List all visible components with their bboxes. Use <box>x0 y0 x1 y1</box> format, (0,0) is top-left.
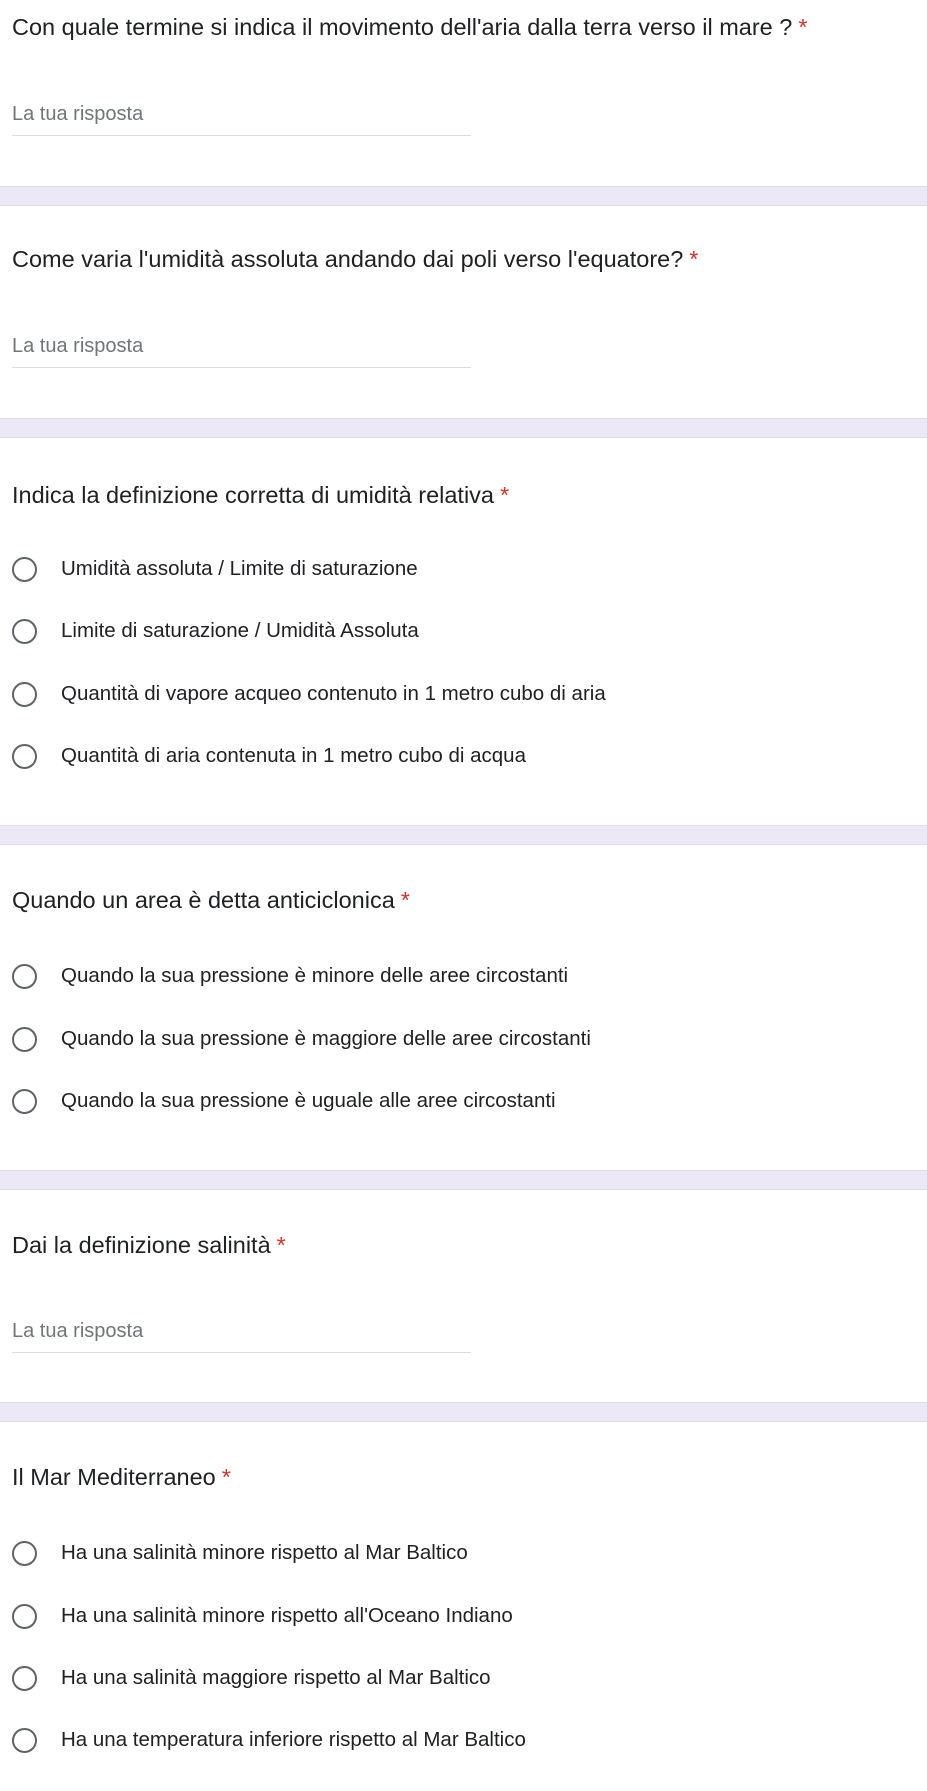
question-card-2 <box>0 206 927 418</box>
radio-unchecked-icon[interactable] <box>12 1541 37 1566</box>
radio-unchecked-icon[interactable] <box>12 1027 37 1052</box>
question-card-1 <box>0 0 927 186</box>
question-separator <box>0 1170 927 1190</box>
question-separator <box>0 186 927 206</box>
radio-option[interactable] <box>12 1723 526 1757</box>
question-separator <box>0 825 927 845</box>
radio-option[interactable] <box>12 1599 513 1633</box>
radio-unchecked-icon[interactable] <box>12 964 37 989</box>
radio-option[interactable] <box>12 1084 556 1118</box>
radio-unchecked-icon[interactable] <box>12 1728 37 1753</box>
option-label: Quantità di aria contenuta in 1 metro cubo di acqua <box>61 744 526 767</box>
option-label: Quando la sua pressione è maggiore delle aree circostanti <box>61 1027 591 1050</box>
short-answer-input[interactable] <box>12 1312 471 1353</box>
radio-unchecked-icon[interactable] <box>12 557 37 582</box>
option-label: Umidità assoluta / Limite di saturazione <box>61 557 418 580</box>
required-marker: * <box>276 1232 286 1258</box>
radio-option[interactable] <box>12 552 418 586</box>
question-separator <box>0 418 927 438</box>
question-card-6 <box>0 1422 927 1791</box>
question-text: Con quale termine si indica il movimento dell'aria dalla terra verso il mare ? <box>12 14 793 40</box>
radio-option[interactable] <box>12 959 568 993</box>
required-marker: * <box>500 482 510 508</box>
option-label: Limite di saturazione / Umidità Assoluta <box>61 619 419 642</box>
answer-placeholder: La tua risposta <box>12 1320 144 1342</box>
radio-unchecked-icon[interactable] <box>12 1089 37 1114</box>
radio-unchecked-icon[interactable] <box>12 1604 37 1629</box>
required-marker: * <box>221 1464 231 1490</box>
answer-placeholder: La tua risposta <box>12 335 144 357</box>
question-separator <box>0 1402 927 1422</box>
radio-unchecked-icon[interactable] <box>12 1666 37 1691</box>
option-label: Quando la sua pressione è uguale alle aree circostanti <box>61 1089 556 1112</box>
option-label: Ha una salinità maggiore rispetto al Mar Baltico <box>61 1666 491 1689</box>
short-answer-input[interactable] <box>12 327 471 368</box>
question-text: Dai la definizione salinità <box>12 1232 271 1258</box>
radio-unchecked-icon[interactable] <box>12 744 37 769</box>
question-text: Come varia l'umidità assoluta andando dai poli verso l'equatore? <box>12 246 684 272</box>
question-title <box>12 1232 286 1259</box>
radio-option[interactable] <box>12 739 526 773</box>
question-title <box>12 246 698 273</box>
question-text: Quando un area è detta anticiclonica <box>12 887 395 913</box>
radio-unchecked-icon[interactable] <box>12 619 37 644</box>
option-label: Quando la sua pressione è minore delle aree circostanti <box>61 964 569 987</box>
question-title <box>12 887 410 914</box>
required-marker: * <box>689 246 699 272</box>
question-title <box>12 482 509 509</box>
radio-option[interactable] <box>12 1022 591 1056</box>
option-label: Quantità di vapore acqueo contenuto in 1 metro cubo di aria <box>61 682 606 705</box>
question-text: Il Mar Mediterraneo <box>12 1464 216 1490</box>
answer-placeholder: La tua risposta <box>12 103 144 125</box>
question-card-5 <box>0 1190 927 1402</box>
question-title <box>12 1464 231 1491</box>
radio-option[interactable] <box>12 614 419 648</box>
radio-option[interactable] <box>12 677 606 711</box>
question-card-3 <box>0 438 927 825</box>
question-card-4 <box>0 845 927 1170</box>
question-text: Indica la definizione corretta di umidità relativa <box>12 482 495 508</box>
radio-option[interactable] <box>12 1536 468 1570</box>
short-answer-input[interactable] <box>12 95 471 136</box>
option-label: Ha una salinità minore rispetto al Mar Baltico <box>61 1541 468 1564</box>
radio-unchecked-icon[interactable] <box>12 682 37 707</box>
required-marker: * <box>798 14 808 40</box>
option-label: Ha una temperatura inferiore rispetto al Mar Baltico <box>61 1728 526 1751</box>
question-title <box>12 14 808 41</box>
option-label: Ha una salinità minore rispetto all'Oceano Indiano <box>61 1604 513 1627</box>
required-marker: * <box>400 887 410 913</box>
radio-option[interactable] <box>12 1661 491 1695</box>
